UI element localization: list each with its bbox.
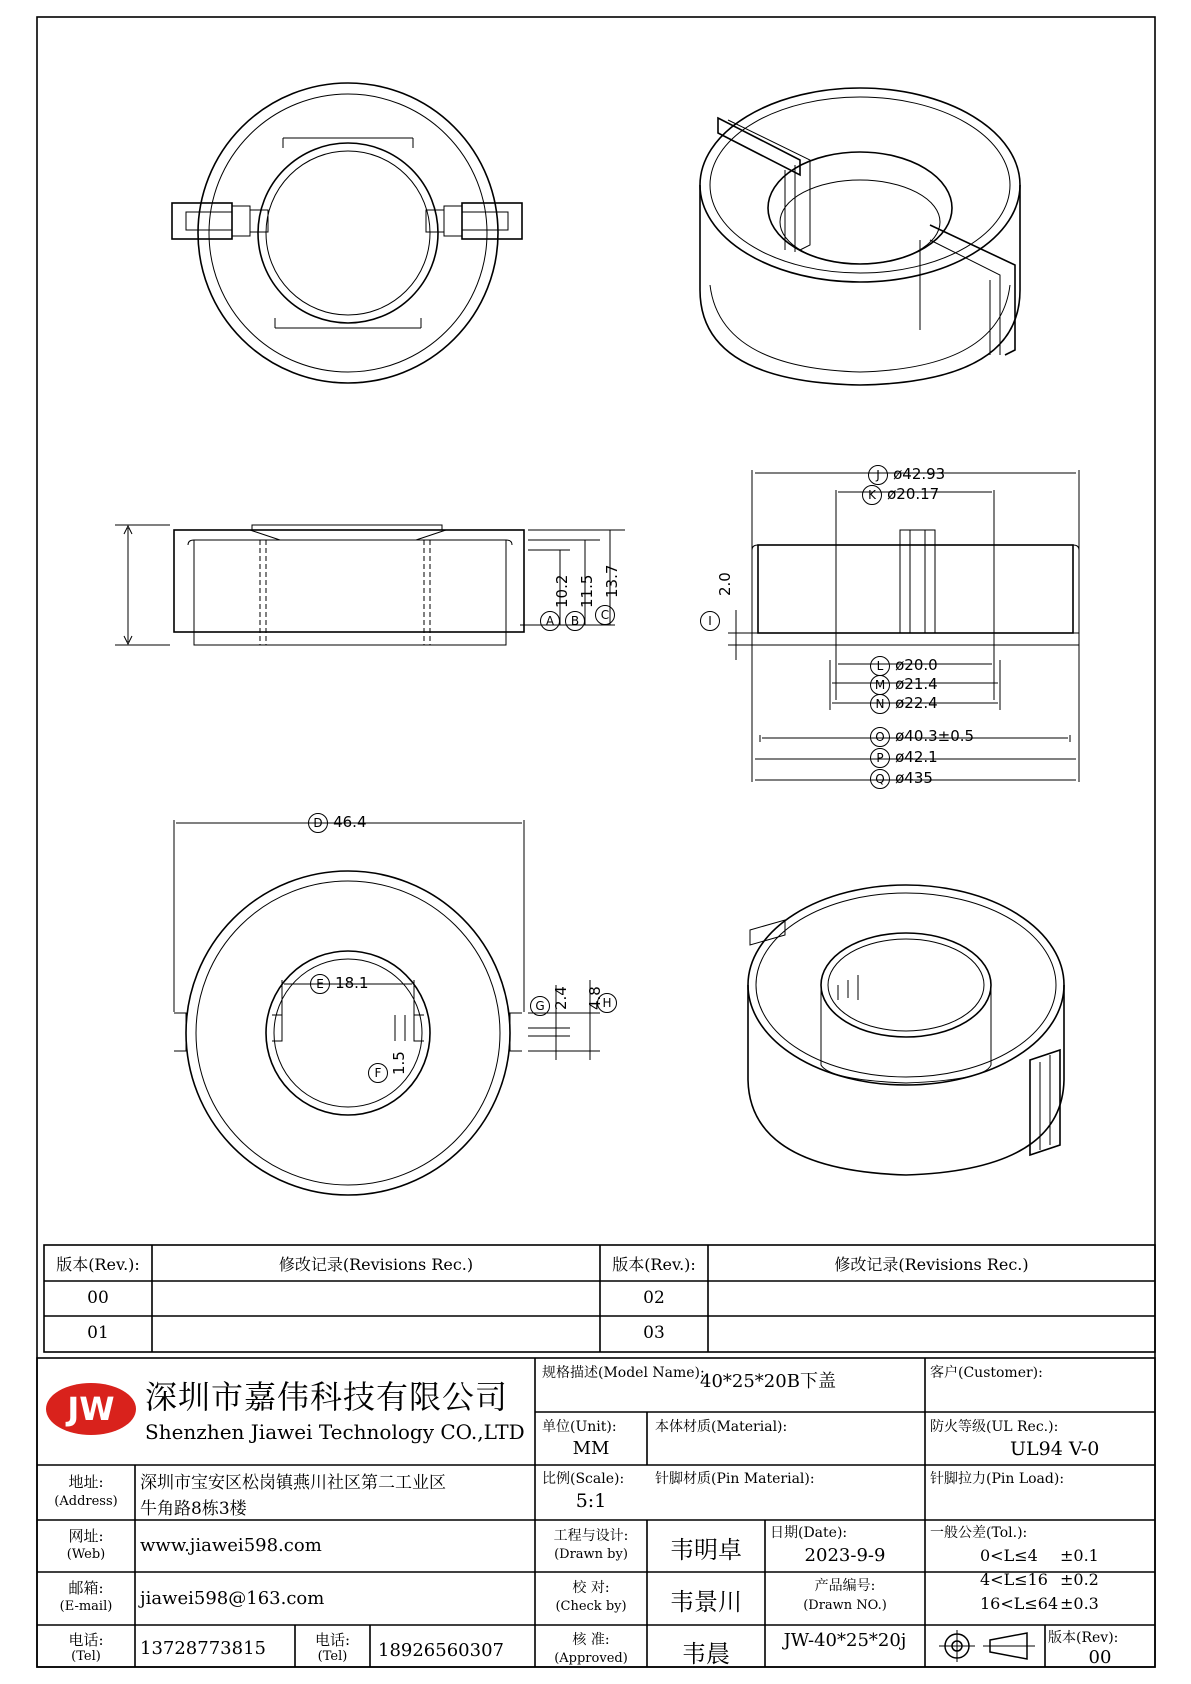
tol-row-3-value: ±0.3 bbox=[1060, 1594, 1099, 1613]
date-label: 日期(Date): bbox=[770, 1525, 848, 1541]
tol-row-3-range: 16<L≤64 bbox=[980, 1594, 1059, 1613]
tel2-label: 电话: bbox=[314, 1631, 351, 1649]
dim-n bbox=[870, 693, 938, 714]
address-label: 地址: bbox=[68, 1473, 104, 1491]
dim-j bbox=[868, 464, 945, 485]
email-label: 邮箱: bbox=[68, 1579, 104, 1597]
model-value: 40*25*20B下盖 bbox=[700, 1371, 836, 1392]
dim-k bbox=[862, 484, 939, 505]
design-label: 工程与设计: bbox=[553, 1528, 629, 1544]
dim-o bbox=[870, 726, 974, 747]
dim-h-value: 4.8 bbox=[586, 986, 604, 1010]
callout-b: B bbox=[565, 611, 585, 631]
callout-q: Q bbox=[870, 769, 890, 789]
callout-c: C bbox=[595, 605, 615, 625]
dim-e bbox=[310, 973, 369, 994]
callout-f: F bbox=[368, 1063, 388, 1083]
tol-row-2-range: 4<L≤16 bbox=[980, 1570, 1048, 1589]
callout-p: P bbox=[870, 748, 890, 768]
callout-i: I bbox=[700, 611, 720, 631]
dim-q bbox=[870, 768, 933, 789]
rev-label-bottom: 版本(Rev): bbox=[1048, 1630, 1119, 1646]
rev-row-00: 00 bbox=[87, 1288, 109, 1308]
dim-l bbox=[870, 655, 938, 676]
callout-o: O bbox=[870, 727, 890, 747]
scale-value: 5:1 bbox=[575, 1490, 607, 1512]
web-label: 网址: bbox=[68, 1527, 104, 1545]
drawn-no-label: 产品编号: bbox=[814, 1578, 876, 1594]
dim-p bbox=[870, 747, 938, 768]
check-value: 韦景川 bbox=[670, 1588, 742, 1616]
callout-g-wrap bbox=[530, 995, 550, 1016]
unit-value: MM bbox=[572, 1438, 610, 1459]
callout-a: A bbox=[540, 611, 560, 631]
design-value: 韦明卓 bbox=[670, 1536, 742, 1564]
ul-label: 防火等级(UL Rec.): bbox=[930, 1419, 1059, 1435]
company-logo: JW bbox=[46, 1383, 136, 1435]
dim-q-value: ø435 bbox=[895, 769, 933, 787]
callout-l: L bbox=[870, 656, 890, 676]
tel2-label-en: (Tel) bbox=[317, 1649, 348, 1664]
dim-i-value: 2.0 bbox=[716, 572, 734, 596]
dim-b-value: 11.5 bbox=[578, 574, 596, 608]
tol-row-2-value: ±0.2 bbox=[1060, 1570, 1099, 1589]
model-label: 规格描述(Model Name): bbox=[542, 1365, 705, 1381]
web-value[interactable]: www.jiawei598.com bbox=[140, 1535, 322, 1556]
drawn-no-value: JW-40*25*20j bbox=[783, 1630, 907, 1651]
company-name-en: Shenzhen Jiawei Technology CO.,LTD bbox=[145, 1420, 525, 1444]
address-label-en: (Address) bbox=[54, 1494, 118, 1509]
drawn-no-label-en: (Drawn NO.) bbox=[803, 1598, 887, 1613]
tol-row-1-value: ±0.1 bbox=[1060, 1546, 1099, 1565]
dim-m bbox=[870, 674, 938, 695]
dim-e-value: 18.1 bbox=[335, 974, 369, 992]
rec-header-left: 修改记录(Revisions Rec.) bbox=[278, 1255, 474, 1274]
check-label-en: (Check by) bbox=[555, 1599, 627, 1614]
dim-g-value: 2.4 bbox=[552, 986, 570, 1010]
callout-c-wrap bbox=[595, 604, 615, 625]
tel2-value: 18926560307 bbox=[378, 1640, 504, 1661]
approved-value: 韦晨 bbox=[682, 1640, 730, 1668]
dim-i bbox=[700, 610, 720, 631]
dim-c-value: 13.7 bbox=[603, 564, 621, 598]
design-label-en: (Drawn by) bbox=[554, 1547, 628, 1562]
dim-o-value: ø40.3±0.5 bbox=[895, 727, 975, 745]
address-line1: 深圳市宝安区松岗镇燕川社区第二工业区 bbox=[140, 1473, 446, 1493]
date-value: 2023-9-9 bbox=[804, 1545, 886, 1566]
callout-f-wrap bbox=[368, 1062, 388, 1083]
dim-f-value: 1.5 bbox=[390, 1051, 408, 1075]
rev-header-left: 版本(Rev.): bbox=[56, 1255, 140, 1274]
customer-label: 客户(Customer): bbox=[930, 1365, 1043, 1381]
company-name-cn: 深圳市嘉伟科技有限公司 bbox=[145, 1378, 509, 1416]
email-label-en: (E-mail) bbox=[59, 1599, 113, 1614]
pin-load-label: 针脚拉力(Pin Load): bbox=[930, 1471, 1065, 1487]
rev-row-02: 02 bbox=[643, 1288, 665, 1308]
unit-label: 单位(Unit): bbox=[542, 1419, 617, 1435]
address-line2: 牛角路8栋3楼 bbox=[140, 1499, 247, 1519]
callout-h: H bbox=[597, 993, 617, 1013]
material-label: 本体材质(Material): bbox=[655, 1419, 788, 1435]
approved-label-en: (Approved) bbox=[554, 1651, 628, 1666]
tol-row-1-range: 0<L≤4 bbox=[980, 1546, 1038, 1565]
callout-m: M bbox=[870, 675, 890, 695]
check-label: 校 对: bbox=[572, 1580, 610, 1596]
web-label-en: (Web) bbox=[66, 1547, 106, 1562]
tel-label-en: (Tel) bbox=[71, 1649, 101, 1664]
pin-material-label: 针脚材质(Pin Material): bbox=[655, 1471, 815, 1487]
rev-value-bottom: 00 bbox=[1088, 1647, 1112, 1668]
rec-header-right: 修改记录(Revisions Rec.) bbox=[834, 1255, 1029, 1274]
tol-label: 一般公差(Tol.): bbox=[930, 1525, 1028, 1541]
dim-j-value: ø42.93 bbox=[893, 465, 946, 483]
callout-g: G bbox=[530, 996, 550, 1016]
rev-header-right: 版本(Rev.): bbox=[612, 1255, 696, 1274]
approved-label: 核 准: bbox=[572, 1632, 610, 1648]
callout-j: J bbox=[868, 465, 888, 485]
callout-k: K bbox=[862, 485, 882, 505]
callout-e: E bbox=[310, 974, 330, 994]
dim-n-value: ø22.4 bbox=[895, 694, 938, 712]
dim-l-value: ø20.0 bbox=[895, 656, 938, 674]
callout-b-wrap bbox=[565, 610, 585, 631]
rev-row-01: 01 bbox=[87, 1323, 109, 1343]
dim-d bbox=[308, 812, 367, 833]
callout-a-wrap bbox=[540, 610, 560, 631]
dim-d-value: 46.4 bbox=[333, 813, 367, 831]
ul-value: UL94 V-0 bbox=[1010, 1438, 1100, 1460]
dim-k-value: ø20.17 bbox=[887, 485, 940, 503]
dim-m-value: ø21.4 bbox=[895, 675, 938, 693]
scale-label: 比例(Scale): bbox=[542, 1471, 625, 1487]
tel1-value: 13728773815 bbox=[140, 1638, 266, 1659]
dim-a-value: 10.2 bbox=[553, 574, 571, 608]
callout-n: N bbox=[870, 694, 890, 714]
tel-label: 电话: bbox=[68, 1631, 104, 1649]
projection-symbol-icon bbox=[935, 1628, 1040, 1664]
dim-p-value: ø42.1 bbox=[895, 748, 938, 766]
callout-d: D bbox=[308, 813, 328, 833]
rev-row-03: 03 bbox=[643, 1323, 665, 1343]
email-value[interactable]: jiawei598@163.com bbox=[140, 1588, 325, 1609]
